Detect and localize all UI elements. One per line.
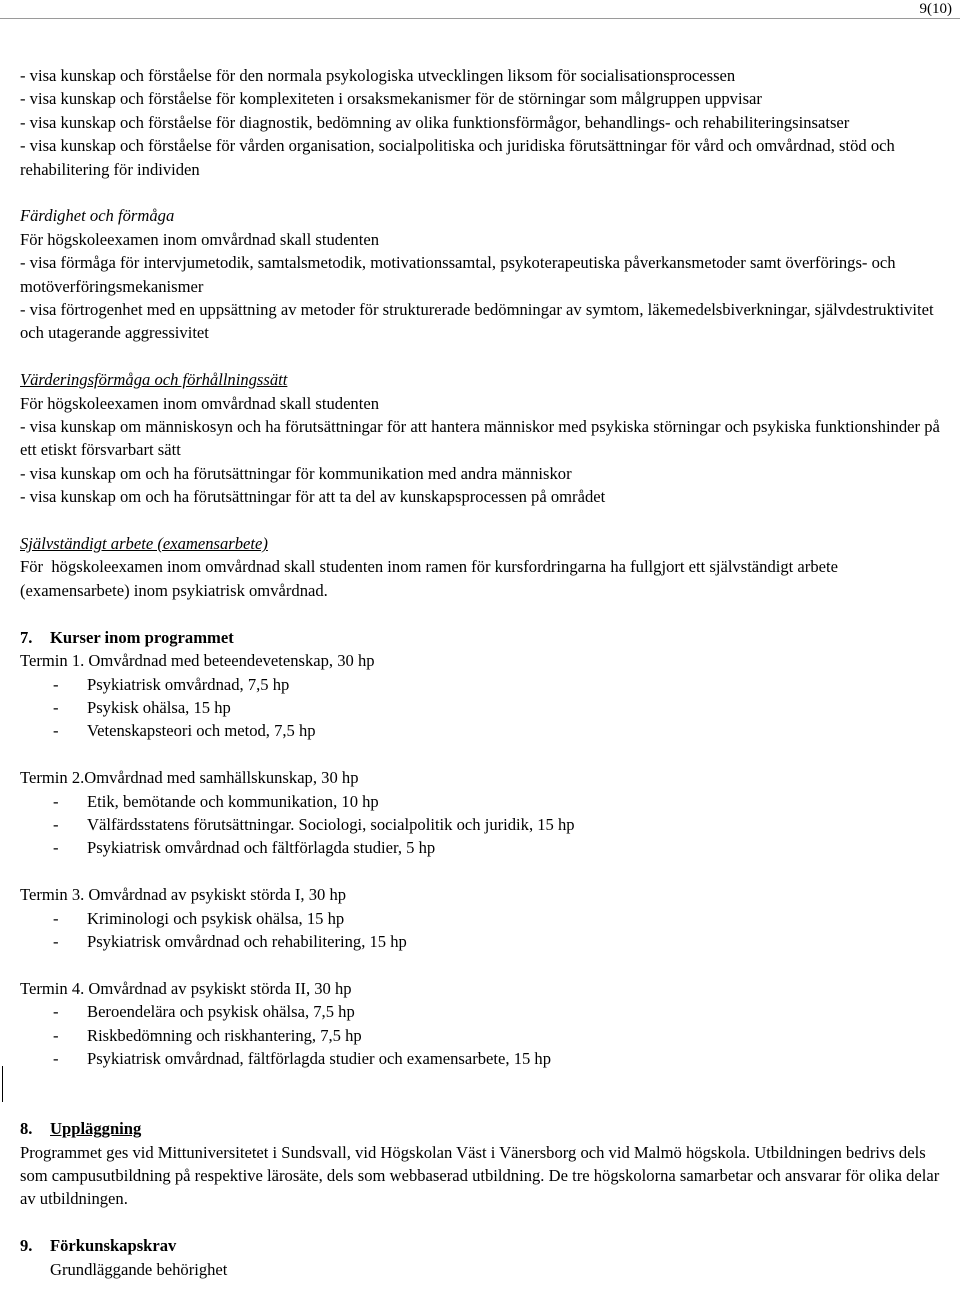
course-label: Psykiatrisk omvårdnad, fältförlagda studier och examensarbete, 15 hp — [87, 1048, 552, 1068]
list-dash: - — [53, 1048, 59, 1068]
vardering-bullet: - visa kunskap om och ha förutsättningar för kommunikation med andra människor — [20, 463, 572, 483]
course-item — [20, 1000, 942, 1023]
vardering-bullet: - visa kunskap om människosyn och ha förutsättningar för att hantera människor med psykiska störningar och psykiska funktionshinder på ett etiskt försvarbart sätt — [20, 417, 940, 460]
course-label: Beroendelära och psykisk ohälsa, 7,5 hp — [87, 1002, 355, 1022]
course-label: Psykiatrisk omvårdnad, 7,5 hp — [87, 674, 290, 694]
list-dash: - — [53, 814, 59, 834]
section-number: 8. — [20, 1119, 33, 1139]
course-item — [20, 673, 942, 696]
section-number: 9. — [20, 1236, 33, 1256]
sjalvstandigt-text: För högskoleexamen inom omvårdnad skall studenten inom ramen för kursfordringarna ha fullgjort ett självständigt arbete (examensarbete) inom psykiatrisk omvårdnad. — [20, 557, 843, 600]
section-7-heading — [20, 626, 942, 649]
course-item — [20, 813, 942, 836]
course-label: Kriminologi och psykisk ohälsa, 15 hp — [87, 908, 345, 928]
intro-bullet: - visa kunskap och förståelse för den normala psykologiska utvecklingen liksom för socialisationsprocessen — [20, 66, 736, 85]
section-9-text: Grundläggande behörighet — [50, 1259, 228, 1279]
list-dash: - — [53, 697, 59, 717]
course-label: Psykiatrisk omvårdnad och fältförlagda studier, 5 hp — [87, 838, 436, 858]
fardighet-lead: För högskoleexamen inom omvårdnad skall studenten — [20, 229, 380, 249]
course-item — [20, 696, 942, 719]
course-item — [20, 719, 942, 742]
list-dash: - — [53, 1025, 59, 1045]
list-dash: - — [53, 908, 59, 928]
intro-bullet: - visa kunskap och förståelse för vården organisation, socialpolitiska och juridiska förutsättningar för vård och omvårdnad, stöd och rehabilitering för individen — [20, 136, 895, 179]
fardighet-bullet: - visa förmåga för intervjumetodik, samtalsmetodik, motivationssamtal, psykoterapeutiska påverkansmetoder samt överförings- och motöverföringsmekanismer — [20, 253, 896, 296]
course-item — [20, 836, 942, 859]
section-title: Förkunskapskrav — [50, 1236, 177, 1256]
list-dash: - — [53, 791, 59, 811]
header-rule — [0, 18, 960, 19]
vardering-bullet: - visa kunskap om och ha förutsättningar för att ta del av kunskapsprocessen på området — [20, 487, 606, 507]
course-label: Riskbedömning och riskhantering, 7,5 hp — [87, 1025, 362, 1045]
list-dash: - — [53, 1002, 59, 1022]
fardighet-title: Färdighet och förmåga — [20, 206, 175, 226]
course-label: Psykiatrisk omvårdnad och rehabilitering, 15 hp — [87, 931, 407, 951]
revision-bar — [2, 1066, 3, 1102]
course-item — [20, 790, 942, 813]
sjalvstandigt-title: Självständigt arbete (examensarbete) — [20, 534, 268, 554]
term-title: Termin 2.Omvårdnad med samhällskunskap, 30 hp — [20, 768, 359, 788]
course-label: Välfärdsstatens förutsättningar. Sociologi, socialpolitik och juridik, 15 hp — [87, 814, 575, 834]
section-9-heading — [20, 1234, 942, 1257]
section-title: Kurser inom programmet — [50, 627, 234, 647]
course-item — [20, 1024, 942, 1047]
term-title: Termin 4. Omvårdnad av psykiskt störda II, 30 hp — [20, 978, 352, 998]
course-item — [20, 930, 942, 953]
section-title: Uppläggning — [50, 1119, 142, 1139]
list-dash: - — [53, 721, 59, 741]
section-8-heading — [20, 1117, 942, 1140]
course-label: Psykisk ohälsa, 15 hp — [87, 697, 231, 717]
intro-bullet: - visa kunskap och förståelse för komplexiteten i orsaksmekanismer för de störningar som målgruppen uppvisar — [20, 89, 762, 109]
section-8-text: Programmet ges vid Mittuniversitetet i Sundsvall, vid Högskolan Väst i Vänersborg och vid Malmö högskola. Utbildningen bedrivs dels som campusutbildning på respektive lärosäte, dels som webbaserad utbildning. De tre högskolorna samarbetar och ansvarar för olika delar av utbildningen. — [20, 1142, 940, 1209]
vardering-lead: För högskoleexamen inom omvårdnad skall studenten — [20, 393, 380, 413]
section-number: 7. — [20, 627, 33, 647]
course-item — [20, 907, 942, 930]
list-dash: - — [53, 931, 59, 951]
list-dash: - — [53, 674, 59, 694]
list-dash: - — [53, 838, 59, 858]
term-title: Termin 1. Omvårdnad med beteendevetenskap, 30 hp — [20, 651, 375, 671]
term-title: Termin 3. Omvårdnad av psykiskt störda I, 30 hp — [20, 885, 347, 905]
document-body — [20, 64, 942, 1281]
course-item — [20, 1047, 942, 1070]
course-label: Vetenskapsteori och metod, 7,5 hp — [87, 721, 316, 741]
page-number: 9(10) — [919, 1, 952, 17]
course-label: Etik, bemötande och kommunikation, 10 hp — [87, 791, 379, 811]
fardighet-bullet: - visa förtrogenhet med en uppsättning av metoder för strukturerade bedömningar av symtom, läkemedelsbiverkningar, självdestruktivitet och utagerande aggressivitet — [20, 300, 934, 343]
intro-bullet: - visa kunskap och förståelse för diagnostik, bedömning av olika funktionsförmågor, behandlings- och rehabiliteringsinsatser — [20, 112, 850, 132]
vardering-title: Värderingsförmåga och förhållningssätt — [20, 370, 288, 390]
